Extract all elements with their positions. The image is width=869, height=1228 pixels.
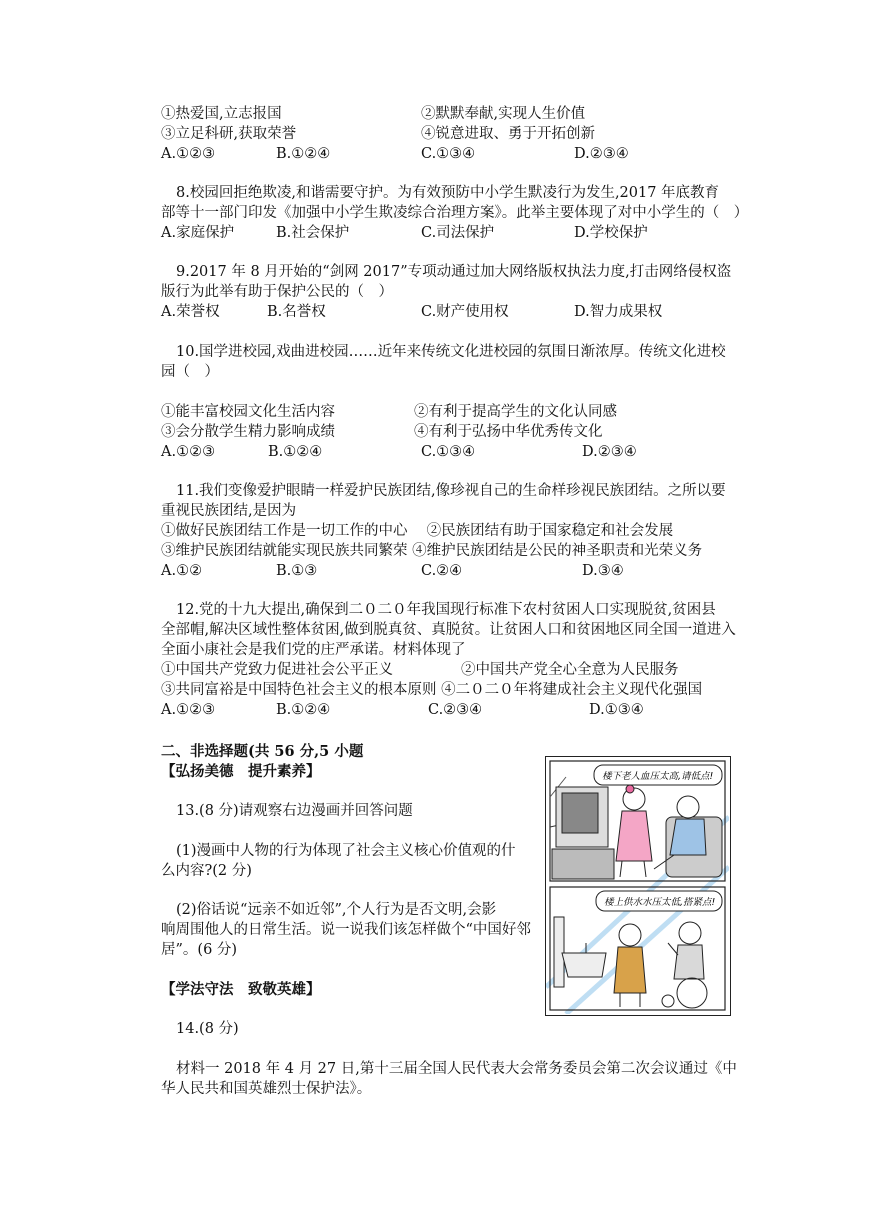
q8-choice-b: B.社会保护 [276, 225, 350, 241]
q8-choice-d: D.学校保护 [574, 225, 648, 241]
q13-part2-line-2: 响周围他人的日常生活。说一说我们该怎样做个“中国好邻 [161, 922, 531, 938]
sink-icon [554, 917, 606, 987]
q12-stem-line-1: 12.党的十九大提出,确保到二０二０年我国现行标准下农村贫困人口实现脱贫,贫困县 [176, 602, 716, 618]
q7-choice-c: C.①③④ [421, 146, 476, 162]
q10-choice-a: A.①②③ [161, 444, 216, 460]
q9-choice-b: B.名誉权 [267, 304, 326, 320]
q11-choice-b: B.①③ [276, 563, 318, 579]
q10-option-4: ④有利于弘扬中华优秀传文化 [414, 424, 603, 440]
q12-choice-d: D.①③④ [589, 702, 644, 718]
q13-part1-line-1: (1)漫画中人物的行为体现了社会主义核心价值观的什 [176, 843, 516, 859]
q10-option-1: ①能丰富校园文化生活内容 [161, 404, 335, 420]
q9-choice-c: C.财产使用权 [421, 304, 509, 320]
q7-option-4: ④锐意进取、勇于开拓创新 [421, 126, 595, 142]
q14-stem: 14.(8 分) [176, 1021, 239, 1037]
speech-bubble-2-text: 楼上供水水压太低,搭紧点! [604, 897, 716, 908]
q12-option-1: ①中国共产党致力促进社会公平正义 [161, 662, 393, 678]
q11-options-1-2: ①做好民族团结工作是一切工作的中心 ②民族团结有助于国家稳定和社会发展 [161, 523, 674, 539]
q7-choice-d: D.②③④ [574, 146, 629, 162]
comic-illustration [545, 756, 731, 1016]
q10-option-3: ③会分散学生精力影响成绩 [161, 424, 335, 440]
q8-choice-a: A.家庭保护 [161, 225, 235, 241]
q8-choice-c: C.司法保护 [421, 225, 495, 241]
man-in-armchair-figure [654, 796, 722, 877]
q14-material-line-1: 材料一 2018 年 4 月 27 日,第十三届全国人民代表大会常务委员会第二次会议通过《中 [176, 1061, 737, 1077]
section-2-title: 二、非选择题(共 56 分,5 小题 [161, 743, 364, 760]
television-icon [552, 787, 614, 879]
q7-option-1: ①热爱国,立志报国 [161, 106, 282, 122]
q14-material-line-2: 华人民共和国英雄烈士保护法》。 [161, 1081, 372, 1097]
q13-part2-line-1: (2)俗话说“远亲不如近邻”,个人行为是否文明,会影 [176, 902, 497, 918]
q8-stem-line-1: 8.校园回拒绝欺凌,和谐需要守护。为有效预防中小学生默凌行为发生,2017 年底教育 [176, 185, 720, 201]
q8-stem-line-2: 部等十一部门印发《加强中小学生欺凌综合治理方案》。此举主要体现了对中小学生的（ ） [161, 205, 749, 221]
q12-choice-b: B.①②④ [276, 702, 331, 718]
man-in-wheelchair-figure [662, 922, 707, 1008]
q7-choice-a: A.①②③ [161, 146, 216, 162]
q9-stem-line-2: 版行为此举有助于保护公民的（ ） [161, 284, 393, 300]
q12-options-3-4: ③共同富裕是中国特色社会主义的根本原则 ④二０二０年将建成社会主义现代化强国 [161, 682, 703, 698]
section-2-subheading-virtue: 【弘扬美德 提升素养】 [161, 763, 321, 780]
q11-stem-line-2: 重视民族团结,是因为 [161, 503, 297, 519]
q10-choice-b: B.①②④ [268, 444, 323, 460]
q12-stem-line-2: 全部帽,解决区域性整体贫困,做到脱真贫、真脱贫。让贫困人口和贫困地区同全国一道进入 [161, 622, 736, 638]
q9-choice-d: D.智力成果权 [574, 304, 663, 320]
section-2-subheading-law: 【学法守法 致敬英雄】 [161, 981, 321, 998]
q12-option-2: ②中国共产党全心全意为人民服务 [461, 662, 679, 678]
q10-stem-line-1: 10.国学进校园,戏曲进校园……近年来传统文化进校园的氛围日渐浓厚。传统文化进校 [176, 344, 726, 360]
old-woman-figure [614, 924, 646, 1007]
q9-choice-a: A.荣誉权 [161, 304, 220, 320]
q9-stem-line-1: 9.2017 年 8 月开始的“剑网 2017”专项动通过加大网络版权执法力度,打击网络侵权盗 [176, 264, 732, 280]
q13-part2-line-3: 居”。(6 分) [161, 942, 238, 958]
q7-option-3: ③立足科研,获取荣誉 [161, 126, 297, 142]
q11-options-3-4: ③维护民族团结就能实现民族共同繁荣 ④维护民族团结是公民的神圣职责和光荣义务 [161, 543, 703, 559]
q12-choice-a: A.①②③ [161, 702, 216, 718]
q11-choice-a: A.①② [161, 563, 203, 579]
speech-bubble-1-text: 楼下老人血压太高,请低点! [602, 771, 714, 782]
q7-choice-b: B.①②④ [276, 146, 331, 162]
q12-choice-c: C.②③④ [428, 702, 483, 718]
q12-stem-line-3: 全面小康社会是我们党的庄严承诺。材料体现了 [161, 642, 466, 658]
q10-choice-c: C.①③④ [421, 444, 476, 460]
woman-figure [616, 785, 652, 877]
q7-option-2: ②默默奉献,实现人生价值 [421, 106, 586, 122]
q10-stem-line-2: 园（ ） [161, 364, 219, 380]
q11-choice-d: D.③④ [582, 563, 624, 579]
q13-part1-line-2: 么内容?(2 分) [161, 863, 252, 879]
q13-stem: 13.(8 分)请观察右边漫画并回答问题 [176, 803, 413, 819]
q10-choice-d: D.②③④ [582, 444, 637, 460]
q11-stem-line-1: 11.我们变像爱护眼睛一样爱护民族团结,像珍视自己的生命样珍视民族团结。之所以要 [176, 483, 726, 499]
q11-choice-c: C.②④ [421, 563, 463, 579]
q10-option-2: ②有利于提高学生的文化认同感 [414, 404, 617, 420]
